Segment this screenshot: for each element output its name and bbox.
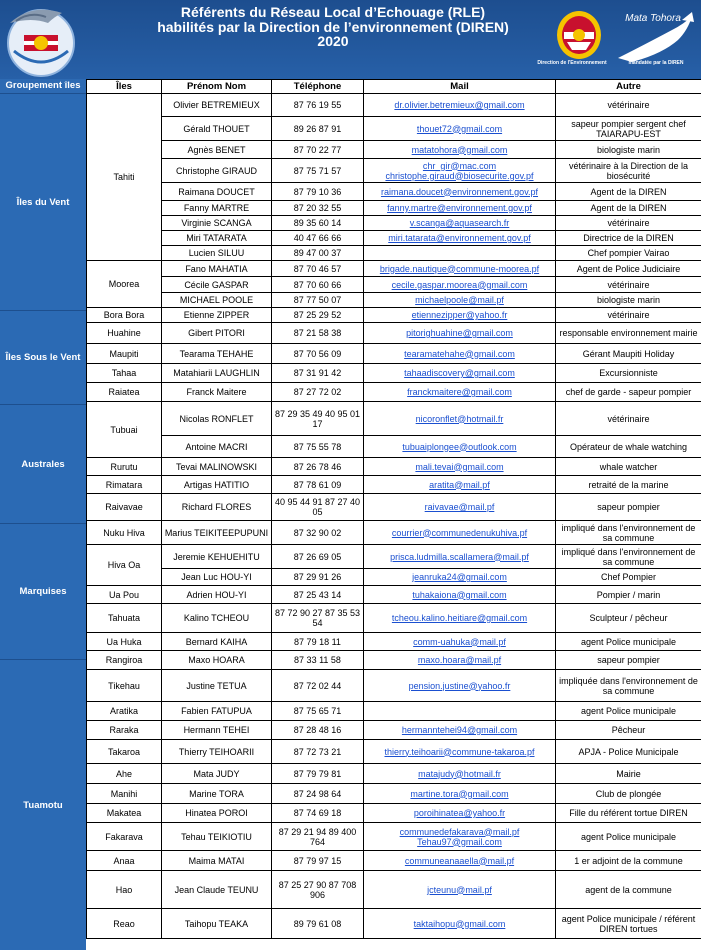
other-cell: Directrice de la DIREN: [556, 231, 701, 246]
other-cell: Chef Pompier: [556, 569, 701, 586]
mail-link[interactable]: tubuaiplongee@outlook.com: [364, 436, 556, 458]
mail-link[interactable]: tahaadiscovery@gmail.com: [364, 364, 556, 383]
name-cell: Kalino TCHEOU: [162, 604, 272, 633]
mail-link[interactable]: cecile.gaspar.moorea@gmail.com: [364, 277, 556, 293]
table-row: [87, 871, 701, 909]
mail-link[interactable]: prisca.ludmilla.scallamera@mail.pf: [364, 545, 556, 569]
name-cell: Etienne ZIPPER: [162, 308, 272, 323]
region-iles-du-vent: Îles du Vent: [0, 93, 86, 310]
other-cell: agent Police municipale / référent DIREN tortues: [556, 909, 701, 939]
phone-cell: 87 26 69 05: [272, 545, 364, 569]
table-row: [87, 521, 701, 545]
phone-cell: 87 72 02 44: [272, 670, 364, 702]
mail-link[interactable]: martine.tora@gmail.com: [364, 784, 556, 804]
other-cell: agent de la commune: [556, 871, 701, 909]
name-cell: Cécile GASPAR: [162, 277, 272, 293]
phone-cell: 87 25 27 90 87 708 906: [272, 871, 364, 909]
col-iles: Îles: [87, 80, 162, 94]
other-cell: retraité de la marine: [556, 476, 701, 494]
name-cell: Thierry TEIHOARII: [162, 740, 272, 764]
phone-cell: 87 79 79 81: [272, 764, 364, 784]
island-cell: Hao: [87, 871, 162, 909]
other-cell: sapeur pompier: [556, 651, 701, 670]
other-cell: Sculpteur / pêcheur: [556, 604, 701, 633]
island-cell: Tahiti: [87, 94, 162, 261]
phone-cell: 87 26 78 46: [272, 458, 364, 476]
phone-cell: 89 79 61 08: [272, 909, 364, 939]
phone-cell: 87 79 10 36: [272, 183, 364, 201]
table-row: [87, 94, 701, 117]
diren-caption: Direction de l'Environnement: [537, 60, 607, 66]
other-cell: APJA - Police Municipale: [556, 740, 701, 764]
other-cell: whale watcher: [556, 458, 701, 476]
other-cell: vétérinaire: [556, 216, 701, 231]
island-cell: Fakarava: [87, 823, 162, 851]
mail-link[interactable]: pitorighuahine@gmail.com: [364, 323, 556, 344]
phone-cell: 87 32 90 02: [272, 521, 364, 545]
mail-link[interactable]: etiennezipper@yahoo.fr: [364, 308, 556, 323]
name-cell: Marius TEIKITEEPUPUNI: [162, 521, 272, 545]
other-cell: Club de plongée: [556, 784, 701, 804]
other-cell: vétérinaire: [556, 308, 701, 323]
mail-link[interactable]: comm-uahuka@mail.pf: [364, 633, 556, 651]
mail-link[interactable]: fanny.martre@environnement.gov.pf: [364, 201, 556, 216]
table-row: [87, 201, 701, 216]
table-row: [87, 476, 701, 494]
name-cell: Franck Maitere: [162, 383, 272, 402]
mail-link[interactable]: communeanaaella@mail.pf: [364, 851, 556, 871]
table-row: [87, 784, 701, 804]
table-row: [87, 494, 701, 521]
mail-link[interactable]: thouet72@gmail.com: [364, 117, 556, 141]
name-cell: Virginie SCANGA: [162, 216, 272, 231]
phone-cell: 87 74 69 18: [272, 804, 364, 823]
name-cell: Raimana DOUCET: [162, 183, 272, 201]
region-iles-sous-le-vent: Îles Sous le Vent: [0, 310, 86, 404]
name-cell: Nicolas RONFLET: [162, 402, 272, 436]
groupement-header: Groupement îles: [0, 79, 86, 93]
island-cell: Ua Huka: [87, 633, 162, 651]
name-cell: Jean Luc HOU-YI: [162, 569, 272, 586]
other-cell: biologiste marin: [556, 141, 701, 159]
name-cell: Bernard KAIHA: [162, 633, 272, 651]
name-cell: Hermann TEHEI: [162, 721, 272, 740]
other-cell: sapeur pompier: [556, 494, 701, 521]
phone-cell: 87 70 22 77: [272, 141, 364, 159]
island-cell: Moorea: [87, 261, 162, 308]
island-cell: Tikehau: [87, 670, 162, 702]
other-cell: chef de garde - sapeur pompier: [556, 383, 701, 402]
other-cell: agent Police municipale: [556, 702, 701, 721]
name-cell: Gérald THOUET: [162, 117, 272, 141]
phone-cell: 87 70 60 66: [272, 277, 364, 293]
document-title: [98, 5, 568, 49]
other-cell: vétérinaire: [556, 94, 701, 117]
table-row: [87, 216, 701, 231]
phone-cell: 87 25 29 52: [272, 308, 364, 323]
island-cell: Rimatara: [87, 476, 162, 494]
mail-link[interactable]: hermanntehei94@gmail.com: [364, 721, 556, 740]
mail-link[interactable]: poroihinatea@yahoo.fr: [364, 804, 556, 823]
phone-cell: 87 25 43 14: [272, 586, 364, 604]
table-row: [87, 721, 701, 740]
island-cell: Tubuai: [87, 402, 162, 458]
table-row: [87, 436, 701, 458]
mail-link[interactable]: courrier@communedenukuhiva.pf: [364, 521, 556, 545]
table-row: [87, 117, 701, 141]
other-cell: Fille du référent tortue DIREN: [556, 804, 701, 823]
phone-cell: 87 70 46 57: [272, 261, 364, 277]
other-cell: vétérinaire: [556, 402, 701, 436]
mail-link[interactable]: thierry.teihoarii@commune-takaroa.pf: [364, 740, 556, 764]
name-cell: Maxo HOARA: [162, 651, 272, 670]
name-cell: Matahiarii LAUGHLIN: [162, 364, 272, 383]
other-cell: impliqué dans l'environnement de sa commune: [556, 521, 701, 545]
mail-link[interactable]: communedefakarava@mail.pf Tehau97@gmail.com: [364, 823, 556, 851]
other-cell: agent Police municipale: [556, 633, 701, 651]
table-row: [87, 823, 701, 851]
other-cell: Mairie: [556, 764, 701, 784]
table-row: [87, 141, 701, 159]
other-cell: 1 er adjoint de la commune: [556, 851, 701, 871]
table-row: [87, 740, 701, 764]
mata-tohora-name: Mata Tohora: [625, 13, 681, 24]
table-header-row: [87, 80, 701, 94]
mail-link[interactable]: chr_gir@mac.com christophe.giraud@biosecurite.gov.pf: [364, 159, 556, 183]
name-cell: Richard FLORES: [162, 494, 272, 521]
region-tuamotu: Tuamotu: [0, 659, 86, 950]
mail-link[interactable]: v.scanga@aquasearch.fr: [364, 216, 556, 231]
table-row: [87, 383, 701, 402]
name-cell: Hinatea POROI: [162, 804, 272, 823]
table-row: [87, 183, 701, 201]
phone-cell: 87 79 18 11: [272, 633, 364, 651]
phone-cell: 89 47 00 37: [272, 246, 364, 261]
island-cell: Raiatea: [87, 383, 162, 402]
col-autre: Autre: [556, 80, 701, 94]
phone-cell: 87 72 73 21: [272, 740, 364, 764]
region-sidebar: [0, 93, 86, 950]
mail-link[interactable]: tcheou.kalino.heitiare@gmail.com: [364, 604, 556, 633]
other-cell: vétérinaire à la Direction de la biosécurité: [556, 159, 701, 183]
phone-cell: 87 29 91 26: [272, 569, 364, 586]
mail-link[interactable]: raimana.doucet@environnement.gov.pf: [364, 183, 556, 201]
mail-link[interactable]: dr.olivier.betremieux@gmail.com: [364, 94, 556, 117]
mail-link[interactable]: maxo.hoara@mail.pf: [364, 651, 556, 670]
other-cell: impliqué dans l'environnement de sa commune: [556, 545, 701, 569]
name-cell: Fano MAHATIA: [162, 261, 272, 277]
name-cell: Jeremie KEHUEHITU: [162, 545, 272, 569]
col-mail: Mail: [364, 80, 556, 94]
mail-link[interactable]: aratita@mail.pf: [364, 476, 556, 494]
name-cell: Adrien HOU-YI: [162, 586, 272, 604]
table-row: [87, 702, 701, 721]
island-cell: Raraka: [87, 721, 162, 740]
mail-link[interactable]: tuhakaiona@gmail.com: [364, 586, 556, 604]
name-cell: Artigas HATITIO: [162, 476, 272, 494]
phone-cell: 87 70 56 09: [272, 344, 364, 364]
phone-cell: 87 78 61 09: [272, 476, 364, 494]
island-cell: Maupiti: [87, 344, 162, 364]
mail-link[interactable]: taktaihopu@gmail.com: [364, 909, 556, 939]
table-row: [87, 804, 701, 823]
phone-cell: 40 95 44 91 87 27 40 05: [272, 494, 364, 521]
phone-cell: 87 27 72 02: [272, 383, 364, 402]
table-row: [87, 159, 701, 183]
title-line-2: habilités par la Direction de l’environnement (DIREN): [157, 18, 509, 35]
mail-link[interactable]: matajudy@hotmail.fr: [364, 764, 556, 784]
island-cell: Aratika: [87, 702, 162, 721]
title-line-3: 2020: [317, 33, 349, 49]
phone-cell: 87 75 55 78: [272, 436, 364, 458]
mail-link[interactable]: matatohora@gmail.com: [364, 141, 556, 159]
name-cell: MICHAEL POOLE: [162, 293, 272, 308]
name-cell: Tehau TEIKIOTIU: [162, 823, 272, 851]
other-cell: Agent de la DIREN: [556, 183, 701, 201]
table-row: [87, 586, 701, 604]
table-row: [87, 569, 701, 586]
island-cell: Makatea: [87, 804, 162, 823]
other-cell: Excursionniste: [556, 364, 701, 383]
island-cell: Rangiroa: [87, 651, 162, 670]
mata-caption: mandatée par la DIREN: [628, 60, 684, 66]
island-cell: Rurutu: [87, 458, 162, 476]
name-cell: Taihopu TEAKA: [162, 909, 272, 939]
other-cell: Chef pompier Vairao: [556, 246, 701, 261]
name-cell: Christophe GIRAUD: [162, 159, 272, 183]
phone-cell: 89 26 87 91: [272, 117, 364, 141]
table-row: [87, 323, 701, 344]
phone-cell: 87 29 21 94 89 400 764: [272, 823, 364, 851]
phone-cell: 87 33 11 58: [272, 651, 364, 670]
island-cell: Hiva Oa: [87, 545, 162, 586]
phone-cell: 87 31 91 42: [272, 364, 364, 383]
other-cell: Agent de la DIREN: [556, 201, 701, 216]
region-marquises: Marquises: [0, 523, 86, 659]
mail-link[interactable]: pension.justine@yahoo.fr: [364, 670, 556, 702]
other-cell: responsable environnement mairie: [556, 323, 701, 344]
phone-cell: 40 47 66 66: [272, 231, 364, 246]
name-cell: Maima MATAI: [162, 851, 272, 871]
header-banner: [0, 0, 701, 79]
mail-link[interactable]: nicoronflet@hotmail.fr: [364, 402, 556, 436]
table-row: [87, 277, 701, 293]
phone-cell: 87 77 50 07: [272, 293, 364, 308]
other-cell: Gérant Maupiti Holiday: [556, 344, 701, 364]
mail-link[interactable]: tearamatehahe@gmail.com: [364, 344, 556, 364]
phone-cell: 87 75 71 57: [272, 159, 364, 183]
other-cell: impliquée dans l'environnement de sa commune: [556, 670, 701, 702]
name-cell: Justine TETUA: [162, 670, 272, 702]
name-cell: Antoine MACRI: [162, 436, 272, 458]
name-cell: Fanny MARTRE: [162, 201, 272, 216]
other-cell: agent Police municipale: [556, 823, 701, 851]
name-cell: Mata JUDY: [162, 764, 272, 784]
table-row: [87, 909, 701, 939]
phone-cell: 87 21 58 38: [272, 323, 364, 344]
island-cell: Reao: [87, 909, 162, 939]
table-row: [87, 402, 701, 436]
phone-cell: 87 20 32 55: [272, 201, 364, 216]
other-cell: biologiste marin: [556, 293, 701, 308]
other-cell: Agent de Police Judiciaire: [556, 261, 701, 277]
island-cell: Manihi: [87, 784, 162, 804]
island-cell: Anaa: [87, 851, 162, 871]
table-row: [87, 604, 701, 633]
name-cell: Tearama TEHAHE: [162, 344, 272, 364]
name-cell: Agnès BENET: [162, 141, 272, 159]
mail-link[interactable]: [364, 246, 556, 261]
island-cell: Takaroa: [87, 740, 162, 764]
island-cell: Ahe: [87, 764, 162, 784]
name-cell: Miri TATARATA: [162, 231, 272, 246]
phone-cell: 87 79 97 15: [272, 851, 364, 871]
island-cell: Ua Pou: [87, 586, 162, 604]
phone-cell: 87 24 98 64: [272, 784, 364, 804]
phone-cell: 87 75 65 71: [272, 702, 364, 721]
table-row: [87, 344, 701, 364]
mail-link[interactable]: brigade.nautique@commune-moorea.pf: [364, 261, 556, 277]
other-cell: Pompier / marin: [556, 586, 701, 604]
title-line-1: Référents du Réseau Local d’Echouage (RLE): [180, 4, 486, 20]
mail-link[interactable]: franckmaitere@gmail.com: [364, 383, 556, 402]
col-prenom-nom: Prénom Nom: [162, 80, 272, 94]
other-cell: vétérinaire: [556, 277, 701, 293]
phone-cell: 87 29 35 49 40 95 01 17: [272, 402, 364, 436]
mail-link[interactable]: miri.tatarata@environnement.gov.pf: [364, 231, 556, 246]
phone-cell: 87 72 90 27 87 35 53 54: [272, 604, 364, 633]
other-cell: Pêcheur: [556, 721, 701, 740]
mail-link[interactable]: mali.tevai@gmail.com: [364, 458, 556, 476]
island-cell: Tahuata: [87, 604, 162, 633]
other-cell: sapeur pompier sergent chef TAIARAPU-EST: [556, 117, 701, 141]
table-row: [87, 764, 701, 784]
region-australes: Australes: [0, 404, 86, 523]
table-row: [87, 670, 701, 702]
name-cell: Tevai MALINOWSKI: [162, 458, 272, 476]
table-row: [87, 364, 701, 383]
name-cell: Marine TORA: [162, 784, 272, 804]
table-row: [87, 633, 701, 651]
island-cell: Bora Bora: [87, 308, 162, 323]
other-cell: Opérateur de whale watching: [556, 436, 701, 458]
table-row: [87, 246, 701, 261]
table-row: [87, 545, 701, 569]
table-row: [87, 651, 701, 670]
mail-link[interactable]: jcteunu@mail.pf: [364, 871, 556, 909]
table-row: [87, 293, 701, 308]
mail-link[interactable]: raivavae@mail.pf: [364, 494, 556, 521]
mail-link[interactable]: michaelpoole@mail.pf: [364, 293, 556, 308]
mail-link[interactable]: [364, 702, 556, 721]
table-row: [87, 308, 701, 323]
island-cell: Huahine: [87, 323, 162, 344]
name-cell: Olivier BETREMIEUX: [162, 94, 272, 117]
island-cell: Nuku Hiva: [87, 521, 162, 545]
mail-link[interactable]: jeanruka24@gmail.com: [364, 569, 556, 586]
table-row: [87, 458, 701, 476]
phone-cell: 87 28 48 16: [272, 721, 364, 740]
name-cell: Jean Claude TEUNU: [162, 871, 272, 909]
referents-table: [86, 79, 701, 939]
island-cell: Tahaa: [87, 364, 162, 383]
table-row: [87, 231, 701, 246]
table-row: [87, 851, 701, 871]
rle-dolphin-logo-icon: [2, 1, 80, 79]
phone-cell: 87 76 19 55: [272, 94, 364, 117]
island-cell: Raivavae: [87, 494, 162, 521]
table-row: [87, 261, 701, 277]
name-cell: Lucien SILUU: [162, 246, 272, 261]
name-cell: Gibert PITORI: [162, 323, 272, 344]
phone-cell: 89 35 60 14: [272, 216, 364, 231]
name-cell: Fabien FATUPUA: [162, 702, 272, 721]
polynesie-emblem-icon: [548, 8, 610, 78]
col-telephone: Téléphone: [272, 80, 364, 94]
